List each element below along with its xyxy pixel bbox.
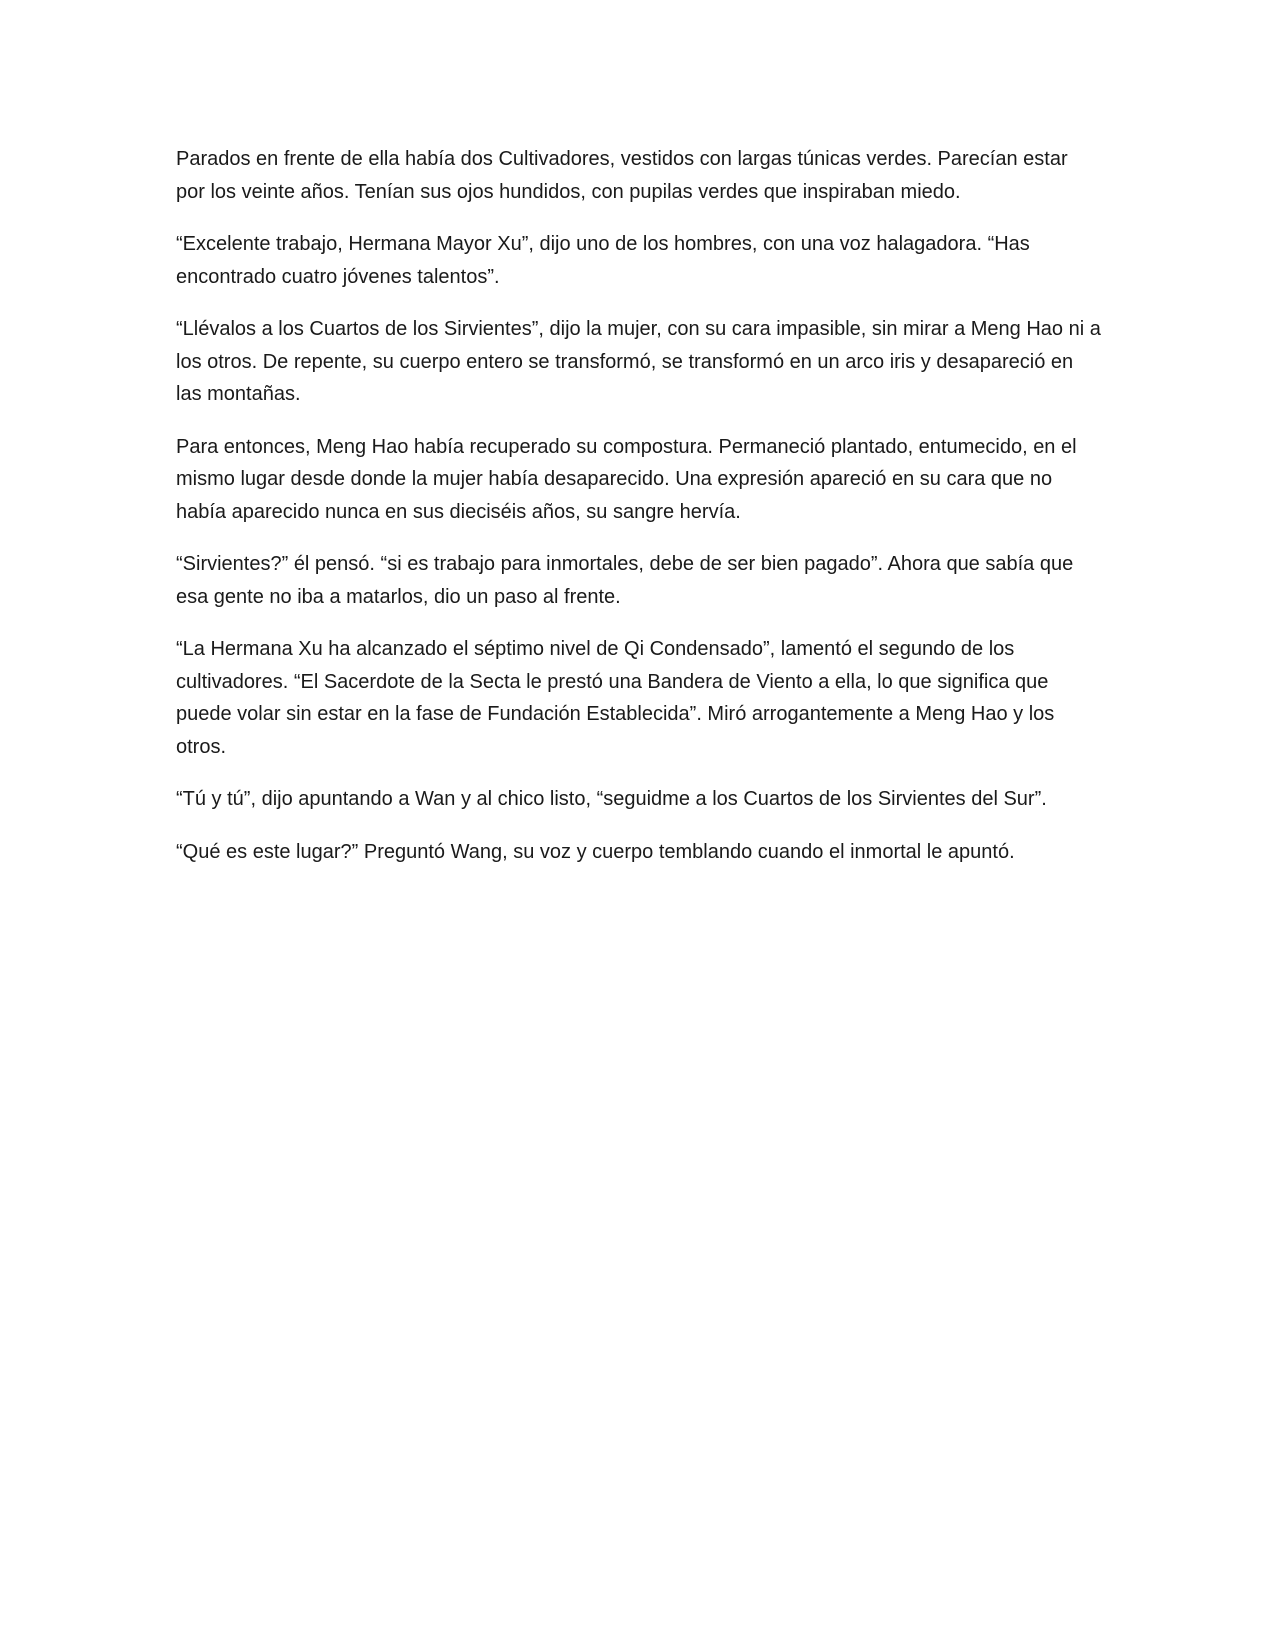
paragraph-2: “Excelente trabajo, Hermana Mayor Xu”, dijo uno de los hombres, con una voz halagadora. “Has encontrado cuatro jóvenes talentos”. <box>176 233 1030 288</box>
paragraph-6: “La Hermana Xu ha alcanzado el séptimo nivel de Qi Condensado”, lamentó el segundo de los cultivadores. “El Sacerdote de la Secta le prestó una Bandera de Viento a ella, lo que significa que puede volar sin estar en la fase de Fundación Establecida”. Miró arrogantemente a Meng Hao y los otros. <box>176 638 1055 758</box>
paragraph-1: Parados en frente de ella había dos Cultivadores, vestidos con largas túnicas verdes. Parecían estar por los veinte años. Tenían sus ojos hundidos, con pupilas verdes que inspiraban miedo. <box>176 148 1068 203</box>
paragraph-3: “Llévalos a los Cuartos de los Sirvientes”, dijo la mujer, con su cara impasible, sin mirar a Meng Hao ni a los otros. De repente, su cuerpo entero se transformó, se transformó en un arco iris y desapareció en las montañas. <box>176 318 1101 405</box>
paragraph-8: “Qué es este lugar?” Preguntó Wang, su voz y cuerpo temblando cuando el inmortal le apuntó. <box>176 840 1015 863</box>
paragraph-4: Para entonces, Meng Hao había recuperado su compostura. Permaneció plantado, entumecido, en el mismo lugar desde donde la mujer había desaparecido. Una expresión apareció en su cara que no había aparecido nunca en sus dieciséis años, su sangre hervía. <box>176 435 1077 523</box>
body-text <box>176 143 1101 888</box>
paragraph-5: “Sirvientes?” él pensó. “si es trabajo para inmortales, debe de ser bien pagado”. Ahora que sabía que esa gente no iba a matarlos, dio un paso al frente. <box>176 553 1074 608</box>
paragraph-7: “Tú y tú”, dijo apuntando a Wan y al chico listo, “seguidme a los Cuartos de los Sirvientes del Sur”. <box>176 788 1047 810</box>
